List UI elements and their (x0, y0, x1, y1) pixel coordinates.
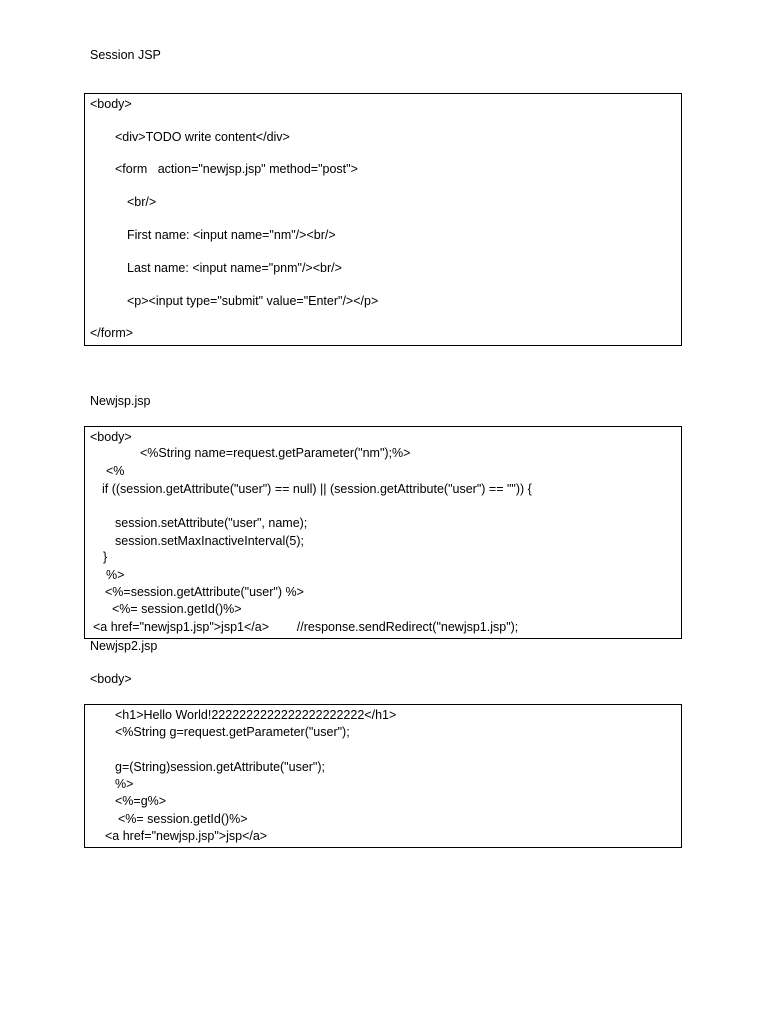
code-line: } (103, 550, 108, 564)
code-line: session.setMaxInactiveInterval(5); (115, 534, 304, 548)
code-line: <%String g=request.getParameter("user"); (115, 725, 350, 739)
section-title-session-jsp: Session JSP (90, 48, 161, 62)
code-line: <% (106, 464, 125, 478)
code-line: <p><input type="submit" value="Enter"/></p> (127, 294, 379, 308)
section-title-newjsp2: Newjsp2.jsp (90, 639, 158, 653)
code-line: Last name: <input name="pnm"/><br/> (127, 261, 342, 275)
code-line: if ((session.getAttribute("user") == null) || (session.getAttribute("user") == "")) { (102, 482, 532, 496)
code-line: <%=g%> (115, 794, 167, 808)
code-box-newjsp (84, 426, 682, 639)
code-line: <body> (90, 97, 132, 111)
section-title-newjsp: Newjsp.jsp (90, 394, 151, 408)
code-line: </form> (90, 326, 134, 340)
code-line: g=(String)session.getAttribute("user"); (115, 760, 326, 774)
code-line: <a href="newjsp.jsp">jsp</a> (105, 829, 268, 843)
code-line: First name: <input name="nm"/><br/> (127, 228, 336, 242)
code-line: <br/> (127, 195, 157, 209)
code-line: %> (115, 777, 134, 791)
code-box-newjsp2 (84, 704, 682, 848)
code-line: %> (106, 568, 125, 582)
code-line: <%= session.getId()%> (118, 812, 248, 826)
code-line: <body> (90, 430, 132, 444)
code-line: <div>TODO write content</div> (115, 130, 290, 144)
code-line: <%=session.getAttribute("user") %> (105, 585, 304, 599)
code-line: <%= session.getId()%> (112, 602, 242, 616)
code-line: <h1>Hello World!2222222222222222222222</h1> (115, 708, 397, 722)
code-line: session.setAttribute("user", name); (115, 516, 308, 530)
body-tag-line: <body> (90, 672, 132, 686)
code-box-session-jsp (84, 93, 682, 346)
code-line: <%String name=request.getParameter("nm");%> (140, 446, 411, 460)
code-line: <a href="newjsp1.jsp">jsp1</a> //response.sendRedirect("newjsp1.jsp"); (93, 620, 519, 634)
code-line: <form action="newjsp.jsp" method="post"> (115, 162, 358, 176)
